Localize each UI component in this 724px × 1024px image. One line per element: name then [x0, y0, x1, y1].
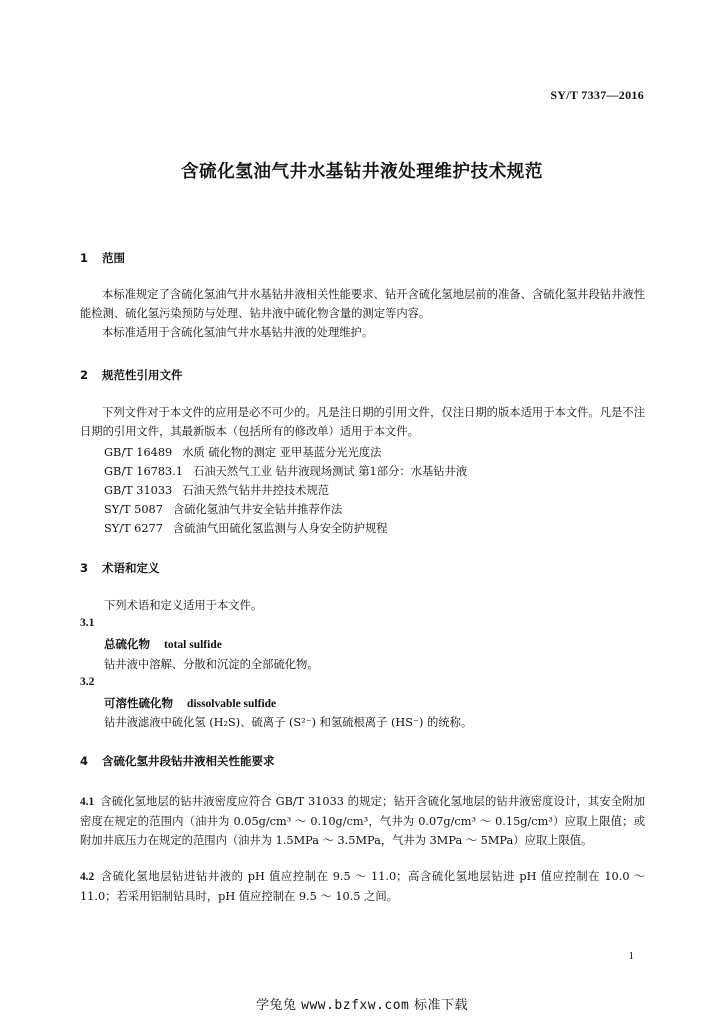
- term-heading: [104, 695, 276, 711]
- term-definition: 钻井液滤液中硫化氢 (H₂S)、硫离子 (S²⁻) 和氢硫根离子 (HS⁻) 的统称。: [104, 716, 473, 729]
- paragraph: 下列术语和定义适用于本文件。: [104, 599, 263, 612]
- reference-item: [104, 520, 388, 536]
- section-title: 术语和定义: [102, 561, 160, 575]
- clause-text: 含硫化氢地层的钻井液密度应符合 GB/T 31033 的规定；钻开含硫化氢地层的钻井液密度设计，其安全附加密度在规定的范围内（油井为 0.05g/cm³ ～ 0.10g/cm³，气井为 0.07g/cm³ ～ 0.15g/cm³）应取上限值；或附加井底压力在规定的范围内（油井为 1.5MPa ～ 3.5MPa，气井为 3MPa ～ 5MPa）应取上限值。: [80, 795, 645, 847]
- term-definition: 钻井液中溶解、分散和沉淀的全部硫化物。: [104, 658, 319, 671]
- section-1-heading: [80, 250, 125, 266]
- section-number: 3: [80, 561, 89, 575]
- term-number: 3.2: [80, 676, 95, 688]
- paragraph: 下列文件对于本文件的应用是必不可少的。凡是注日期的引用文件，仅注日期的版本适用于本文件。凡是不注日期的引用文件，其最新版本（包括所有的修改单）适用于本文件。: [80, 406, 645, 438]
- term-en: total sulfide: [164, 639, 222, 651]
- reference-code: GB/T 31033: [104, 484, 173, 497]
- footer-url: www.bzfxw.com: [301, 998, 410, 1013]
- section-title: 规范性引用文件: [102, 368, 183, 382]
- reference-code: GB/T 16489: [104, 446, 173, 459]
- footer-site: 学兔兔: [255, 998, 297, 1013]
- footer-watermark: [0, 994, 724, 1013]
- reference-code: SY/T 5087: [104, 503, 163, 516]
- section-number: 2: [80, 368, 89, 382]
- section-3-heading: [80, 560, 160, 576]
- footer-tagline: 标准下载: [414, 998, 469, 1013]
- clause-4-2: [80, 867, 645, 906]
- clause-4-1: [80, 792, 645, 850]
- page-number: 1: [628, 950, 634, 962]
- section-title: 含硫化氢井段钻井液相关性能要求: [102, 754, 275, 768]
- clause-number: 4.1: [80, 796, 95, 808]
- section-number: 4: [80, 754, 89, 768]
- reference-item: [104, 501, 342, 517]
- reference-code: GB/T 16783.1: [104, 465, 183, 478]
- term-heading: [104, 636, 222, 652]
- reference-item: [104, 463, 467, 479]
- section-number: 1: [80, 251, 89, 265]
- term-zh: 总硫化物: [104, 637, 150, 651]
- section-title: 范围: [102, 251, 126, 265]
- section-2-heading: [80, 367, 183, 383]
- section-4-heading: [80, 753, 275, 769]
- standard-number: SY/T 7337—2016: [550, 88, 644, 102]
- reference-title: 水质 硫化物的测定 亚甲基蓝分光光度法: [182, 446, 382, 459]
- reference-code: SY/T 6277: [104, 522, 163, 535]
- reference-item: [104, 444, 381, 460]
- reference-title: 含硫化氢油气井安全钻井推荐作法: [172, 503, 343, 516]
- clause-text: 含硫化氢地层钻进钻井液的 pH 值应控制在 9.5 ～ 11.0；高含硫化氢地层钻进 pH 值应控制在 10.0 ～ 11.0；若采用铝制钻具时，pH 值应控制在 9.5 ～ 10.5 之间。: [80, 870, 645, 903]
- paragraph: 本标准适用于含硫化氢油气井水基钻井液的处理维护。: [102, 326, 374, 339]
- term-zh: 可溶性硫化物: [104, 696, 173, 710]
- document-title: 含硫化氢油气井水基钻井液处理维护技术规范: [181, 162, 543, 182]
- reference-item: [104, 482, 329, 498]
- reference-title: 石油天然气工业 钻井液现场测试 第1部分：水基钻井液: [192, 465, 468, 478]
- reference-title: 石油天然气钻井井控技术规范: [182, 484, 330, 497]
- reference-title: 含硫油气田硫化氢监测与人身安全防护规程: [172, 522, 388, 535]
- clause-number: 4.2: [80, 871, 95, 883]
- term-number: 3.1: [80, 617, 95, 629]
- term-en: dissolvable sulfide: [187, 698, 277, 710]
- paragraph: 本标准规定了含硫化氢油气井水基钻井液相关性能要求、钻开含硫化氢地层前的准备、含硫化氢井段钻井液性能检测、硫化氢污染预防与处理、钻井液中硫化物含量的测定等内容。: [80, 288, 645, 320]
